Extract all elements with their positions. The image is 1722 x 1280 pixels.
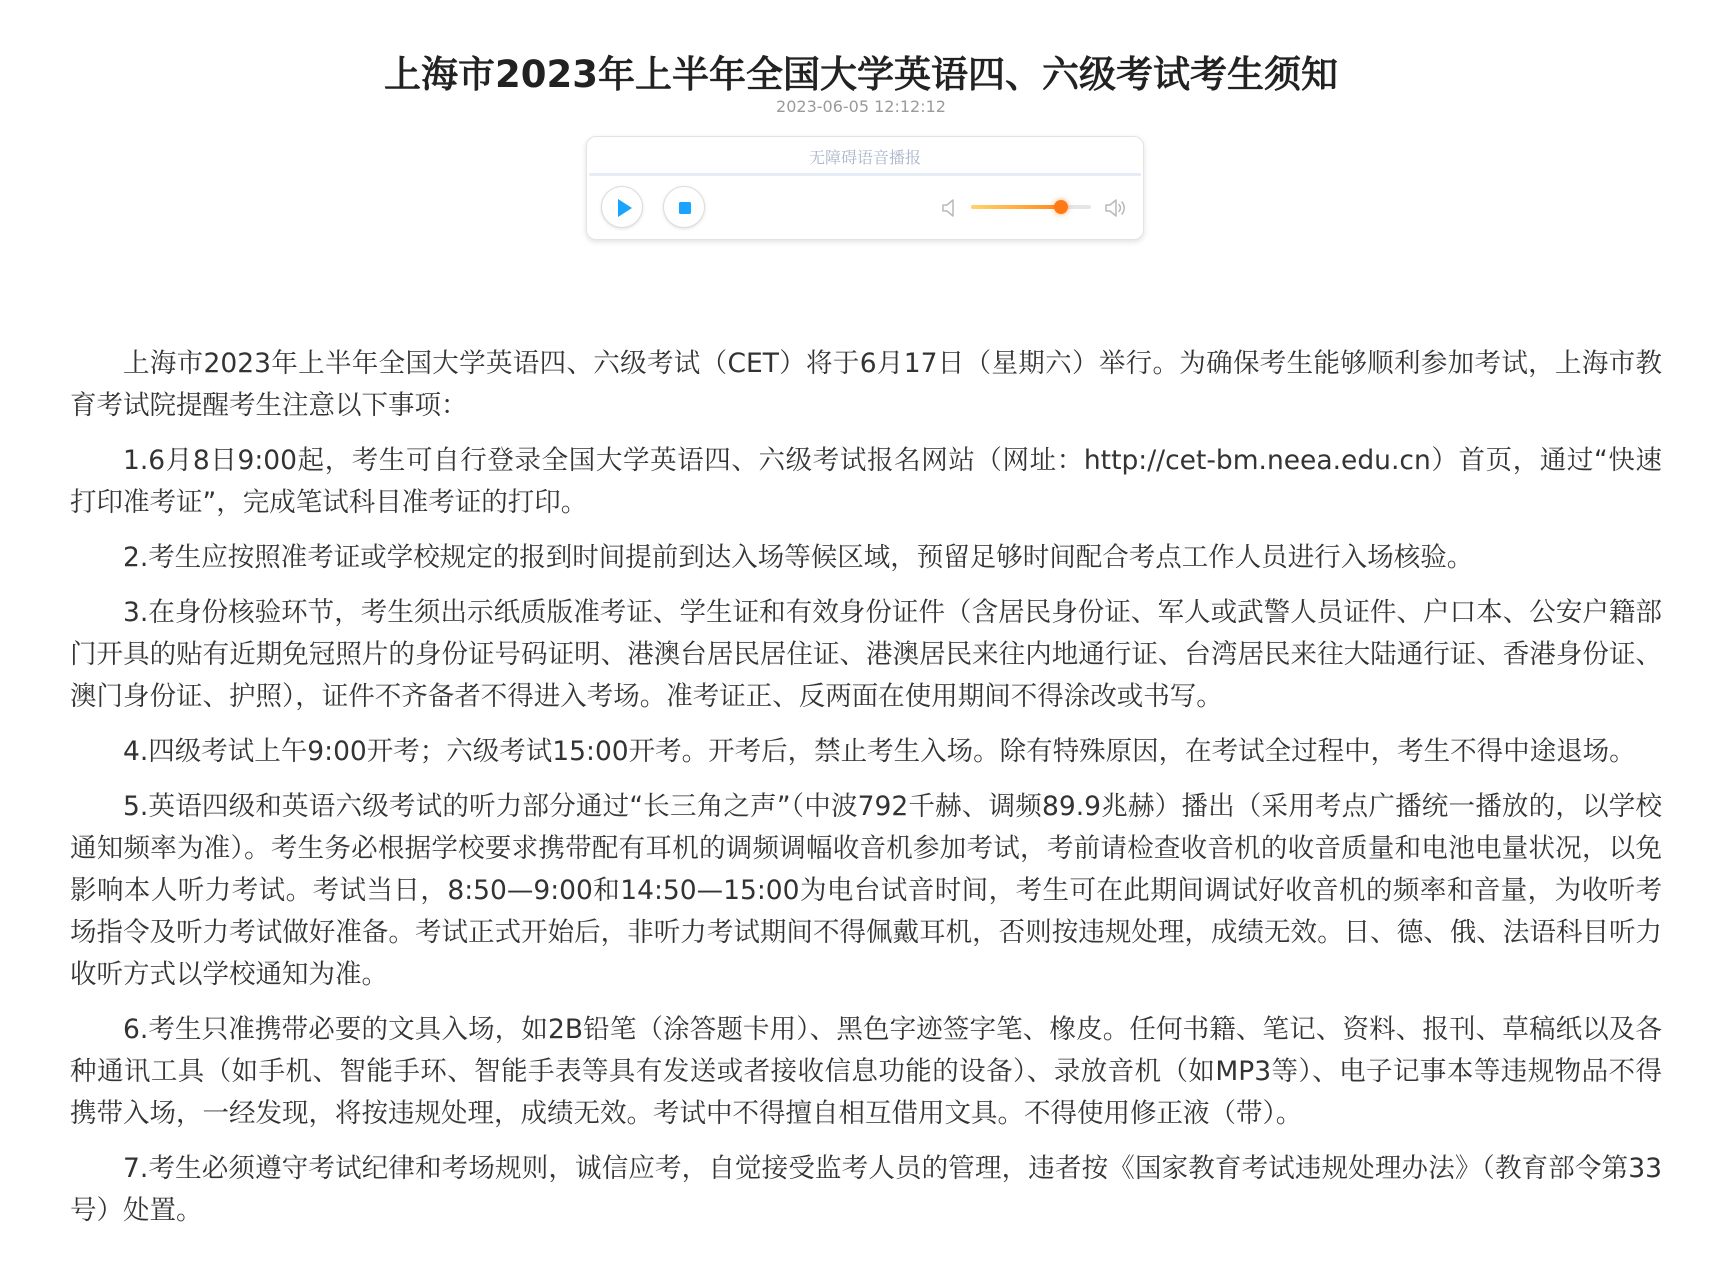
publish-date: 2023-06-05 12:12:12 bbox=[776, 97, 946, 116]
volume-high-icon[interactable] bbox=[1104, 197, 1128, 219]
play-icon bbox=[602, 187, 644, 229]
notice-item-2: 2.考生应按照准考证或学校规定的报到时间提前到达入场等候区域，预留足够时间配合考点工作人员进行入场核验。 bbox=[123, 542, 1474, 573]
volume-slider-handle[interactable] bbox=[1054, 200, 1068, 214]
notice-item-7: 7.考生必须遵守考试纪律和考场规则，诚信应考，自觉接受监考人员的管理，违者按《国家教育考试违规处理办法》（教育部令第33号）处置。 bbox=[70, 1153, 1662, 1226]
intro-paragraph: 上海市2023年上半年全国大学英语四、六级考试（CET）将于6月17日（星期六）举行。为确保考生能够顺利参加考试，上海市教育考试院提醒考生注意以下事项： bbox=[70, 348, 1662, 421]
article-title: 上海市2023年上半年全国大学英语四、六级考试考生须知 bbox=[384, 53, 1338, 96]
notice-item-6: 6.考生只准携带必要的文具入场，如2B铅笔（涂答题卡用）、黑色字迹签字笔、橡皮。任何书籍、笔记、资料、报刊、草稿纸以及各种通讯工具（如手机、智能手环、智能手表等具有发送或者接收信息功能的设备）、录放音机（如MP3等）、电子记事本等违规物品不得携带入场，一经发现，将按违规处理，成绩无效。考试中不得擅自相互借用文具。不得使用修正液（带）。 bbox=[70, 1014, 1662, 1129]
notice-item-4: 4.四级考试上午9:00开考；六级考试15:00开考。开考后，禁止考生入场。除有特殊原因，在考试全过程中，考生不得中途退场。 bbox=[123, 736, 1636, 767]
volume-low-icon[interactable] bbox=[941, 197, 957, 219]
stop-icon bbox=[664, 187, 706, 229]
article-body bbox=[70, 343, 1662, 1245]
play-button[interactable] bbox=[601, 186, 643, 228]
notice-item-5: 5.英语四级和英语六级考试的听力部分通过“长三角之声”（中波792千赫、调频89.9兆赫）播出（采用考点广播统一播放的，以学校通知频率为准）。考生务必根据学校要求携带配有耳机的调频调幅收音机参加考试，考前请检查收音机的收音质量和电池电量状况，以免影响本人听力考试。考试当日，8:50—9:00和14:50—15:00为电台试音时间，考生可在此期间调试好收音机的频率和音量，为收听考场指令及听力考试做好准备。考试正式开始后，非听力考试期间不得佩戴耳机，否则按违规处理，成绩无效。日、德、俄、法语科目听力收听方式以学校通知为准。 bbox=[70, 791, 1662, 990]
audio-player-title: 无障碍语音播报 bbox=[808, 148, 921, 167]
notice-item-3: 3.在身份核验环节，考生须出示纸质版准考证、学生证和有效身份证件（含居民身份证、军人或武警人员证件、户口本、公安户籍部门开具的贴有近期免冠照片的身份证号码证明、港澳台居民居住证、港澳居民来往内地通行证、台湾居民来往大陆通行证、香港身份证、澳门身份证、护照），证件不齐备者不得进入考场。准考证正、反两面在使用期间不得涂改或书写。 bbox=[70, 597, 1662, 712]
stop-button[interactable] bbox=[663, 186, 705, 228]
notice-item-1: 1.6月8日9:00起，考生可自行登录全国大学英语四、六级考试报名网站（网址：http://cet-bm.neea.edu.cn）首页，通过“快速打印准考证”，完成笔试科目准考证的打印。 bbox=[70, 445, 1662, 518]
volume-slider-fill bbox=[971, 205, 1061, 209]
player-divider bbox=[589, 173, 1141, 176]
volume-slider[interactable] bbox=[971, 205, 1091, 209]
audio-player bbox=[586, 136, 1144, 240]
